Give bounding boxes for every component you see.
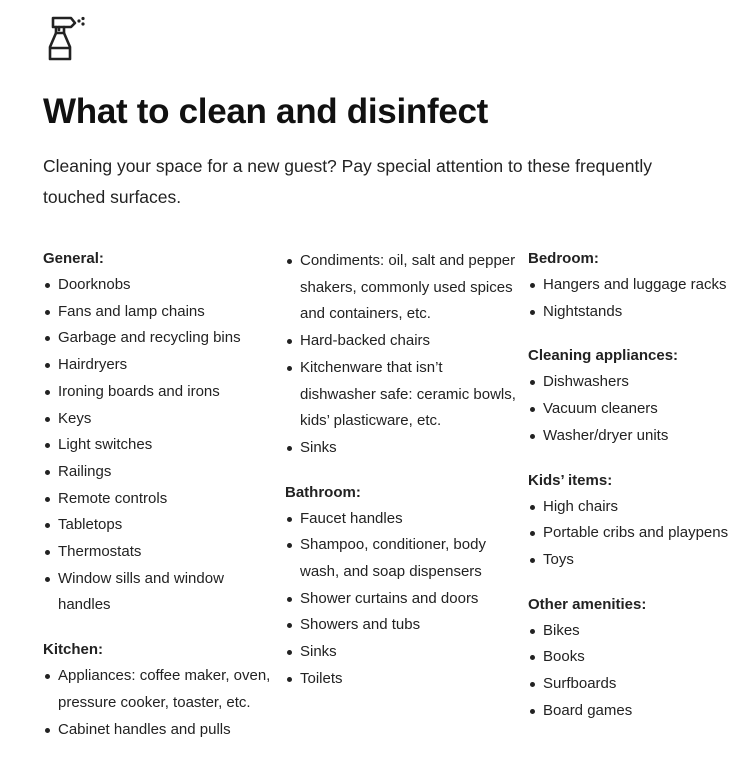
list-item: Window sills and window handles bbox=[43, 566, 278, 619]
list-item: Cabinet handles and pulls bbox=[43, 717, 278, 744]
list-item: Showers and tubs bbox=[285, 612, 520, 639]
section-general bbox=[43, 248, 278, 619]
list-item: Toilets bbox=[285, 666, 520, 693]
item-list bbox=[285, 248, 520, 462]
list-item: Books bbox=[528, 644, 743, 671]
list-item: Shampoo, conditioner, body wash, and soap dispensers bbox=[285, 532, 520, 585]
list-item: Washer/dryer units bbox=[528, 423, 743, 450]
section-kitchen bbox=[43, 639, 278, 743]
list-item: Shower curtains and doors bbox=[285, 586, 520, 613]
list-item: Toys bbox=[528, 547, 743, 574]
list-item: Remote controls bbox=[43, 486, 278, 513]
list-item: Sinks bbox=[285, 435, 520, 462]
item-list bbox=[528, 272, 743, 325]
section-cleaning-appliances bbox=[528, 345, 743, 449]
list-item: Hangers and luggage racks bbox=[528, 272, 743, 299]
list-item: Faucet handles bbox=[285, 506, 520, 533]
section-title: Bathroom: bbox=[285, 483, 361, 501]
section-bedroom bbox=[528, 248, 743, 325]
list-item: Kitchenware that isn’t dishwasher safe: ceramic bowls, kids’ plasticware, etc. bbox=[285, 355, 520, 435]
item-list bbox=[285, 506, 520, 693]
section-title: Bedroom: bbox=[528, 250, 599, 267]
list-item: Fans and lamp chains bbox=[43, 299, 278, 326]
list-item: Garbage and recycling bins bbox=[43, 325, 278, 352]
item-list bbox=[528, 369, 743, 449]
list-item: Surfboards bbox=[528, 671, 743, 698]
list-item: High chairs bbox=[528, 494, 743, 521]
section-title: Kids’ items: bbox=[528, 471, 613, 489]
list-item: Doorknobs bbox=[43, 272, 278, 299]
list-item: Ironing boards and irons bbox=[43, 379, 278, 406]
section-title: Other amenities: bbox=[528, 595, 647, 613]
list-item: Light switches bbox=[43, 432, 278, 459]
page-title: What to clean and disinfect bbox=[43, 92, 489, 131]
section-title: General: bbox=[43, 250, 104, 267]
list-item: Nightstands bbox=[528, 299, 743, 326]
item-list bbox=[43, 272, 278, 619]
list-item: Condiments: oil, salt and pepper shakers, commonly used spices and containers, etc. bbox=[285, 248, 520, 328]
column-2 bbox=[285, 248, 520, 713]
list-item: Tabletops bbox=[43, 512, 278, 539]
item-list bbox=[528, 494, 743, 574]
section-title: Kitchen: bbox=[43, 641, 103, 659]
list-item: Keys bbox=[43, 406, 278, 433]
list-item: Railings bbox=[43, 459, 278, 486]
item-list bbox=[528, 618, 743, 725]
list-item: Vacuum cleaners bbox=[528, 396, 743, 423]
list-item: Dishwashers bbox=[528, 369, 743, 396]
list-item: Hairdryers bbox=[43, 352, 278, 379]
column-3 bbox=[528, 248, 743, 744]
section-other-amenities bbox=[528, 594, 743, 725]
column-1 bbox=[43, 248, 278, 763]
intro-text: Cleaning your space for a new guest? Pay special attention to these frequently touched surfaces. bbox=[43, 156, 652, 207]
list-item: Hard-backed chairs bbox=[285, 328, 520, 355]
list-item: Board games bbox=[528, 698, 743, 725]
section-kids-items bbox=[528, 470, 743, 574]
list-item: Portable cribs and playpens bbox=[528, 520, 743, 547]
list-item: Bikes bbox=[528, 618, 743, 645]
section-bathroom bbox=[285, 482, 520, 693]
list-item: Sinks bbox=[285, 639, 520, 666]
section-title: Cleaning appliances: bbox=[528, 347, 679, 365]
section-kitchen-continued bbox=[285, 248, 520, 462]
spray-bottle-icon bbox=[45, 16, 87, 62]
list-item: Appliances: coffee maker, oven, pressure cooker, toaster, etc. bbox=[43, 663, 278, 716]
list-item: Thermostats bbox=[43, 539, 278, 566]
item-list bbox=[43, 663, 278, 743]
